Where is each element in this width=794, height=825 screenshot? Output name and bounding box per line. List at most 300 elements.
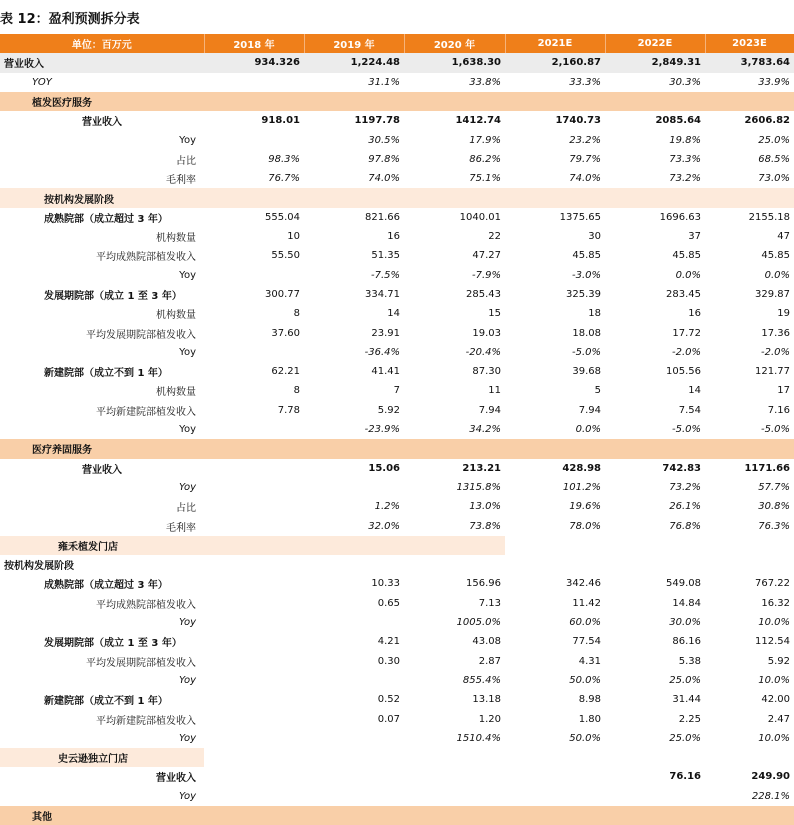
cell-value: 11.42 xyxy=(572,597,601,609)
cell-value: -3.0% xyxy=(571,269,601,281)
cell-value: 549.08 xyxy=(666,578,701,590)
cell-value: 10.0% xyxy=(758,617,790,629)
cell-value xyxy=(705,188,794,207)
cell-value: 17.36 xyxy=(761,327,790,339)
row-label: Yoy xyxy=(178,732,196,744)
cell-value: 14 xyxy=(387,308,400,320)
table-row xyxy=(0,652,794,671)
cell-value: 43.08 xyxy=(472,636,501,648)
cell-value xyxy=(605,536,705,555)
row-label: Yoy xyxy=(179,269,196,281)
cell-value: 19.8% xyxy=(669,134,701,146)
table-row xyxy=(0,420,794,439)
cell-value: 1,224.48 xyxy=(304,53,404,72)
cell-value: 428.98 xyxy=(562,462,601,474)
cell-value xyxy=(705,555,794,574)
cell-value: 329.87 xyxy=(755,289,790,300)
cell-value xyxy=(505,748,605,767)
table-row xyxy=(0,709,794,728)
cell-value: 23.91 xyxy=(371,327,400,339)
table-row xyxy=(0,169,794,188)
cell-value xyxy=(204,690,304,709)
table-row xyxy=(0,787,794,806)
cell-value: 51.35 xyxy=(371,250,400,262)
table-row xyxy=(0,555,794,574)
cell-value: -5.0% xyxy=(571,346,601,358)
cell-value: 18.08 xyxy=(572,327,601,339)
cell-value xyxy=(304,787,404,806)
cell-value: 5.92 xyxy=(767,655,790,667)
cell-value xyxy=(204,516,304,535)
row-label: 平均成熟院部植发收入 xyxy=(96,252,196,264)
section-row xyxy=(0,536,794,555)
cell-value: 17 xyxy=(777,385,790,397)
cell-value: 8 xyxy=(293,308,300,320)
cell-value xyxy=(204,574,304,593)
cell-value: 934.326 xyxy=(204,53,304,72)
cell-value xyxy=(404,188,505,207)
cell-value: 18 xyxy=(588,308,601,320)
cell-value: 76.8% xyxy=(669,520,701,532)
cell-value: 30 xyxy=(588,231,601,243)
cell-value: 1005.0% xyxy=(456,617,501,629)
cell-value xyxy=(304,748,404,767)
header-row xyxy=(0,34,794,53)
cell-value: 15.06 xyxy=(368,462,400,474)
cell-value: 0.65 xyxy=(377,597,400,609)
cell-value: 300.77 xyxy=(265,289,300,300)
row-label: 史云逊独立门店 xyxy=(0,748,204,767)
table-row xyxy=(0,266,794,285)
cell-value xyxy=(505,555,605,574)
cell-value xyxy=(705,92,794,111)
cell-value: 34.2% xyxy=(469,424,501,436)
cell-value: 2,849.31 xyxy=(605,53,705,72)
row-label: 机构数量 xyxy=(156,387,196,399)
cell-value: 60.0% xyxy=(569,617,601,629)
cell-value xyxy=(304,613,404,632)
row-label: 毛利率 xyxy=(166,522,196,534)
cell-value: 16.32 xyxy=(761,597,790,609)
cell-value: 26.1% xyxy=(669,501,701,513)
cell-value: 10.0% xyxy=(758,674,790,686)
cell-value xyxy=(304,439,404,458)
cell-value xyxy=(304,806,404,825)
row-label: Yoy xyxy=(178,481,196,493)
row-label: 成熟院部（成立超过 3 年） xyxy=(44,580,168,592)
cell-value: 75.1% xyxy=(469,173,501,185)
cell-value: 73.0% xyxy=(758,173,790,185)
row-label: 按机构发展阶段 xyxy=(4,561,74,573)
cell-value: 78.0% xyxy=(569,520,601,532)
cell-value: 39.68 xyxy=(572,366,601,378)
cell-value: -36.4% xyxy=(364,346,400,358)
table-row xyxy=(0,594,794,613)
row-label: Yoy xyxy=(179,134,196,146)
cell-value: 7.78 xyxy=(277,404,300,416)
cell-value: 47.27 xyxy=(472,250,501,262)
row-label: 机构数量 xyxy=(156,310,196,322)
cell-value: -20.4% xyxy=(465,346,501,358)
cell-value xyxy=(304,729,404,748)
row-label: 其他 xyxy=(0,806,204,825)
cell-value: 41.41 xyxy=(371,366,400,378)
cell-value xyxy=(204,671,304,690)
cell-value: 1510.4% xyxy=(456,732,501,744)
cell-value xyxy=(605,92,705,111)
cell-value xyxy=(605,806,705,825)
cell-value: 33.8% xyxy=(469,76,501,88)
cell-value: -23.9% xyxy=(364,424,400,436)
cell-value: 14.84 xyxy=(672,597,701,609)
table-row xyxy=(0,343,794,362)
cell-value xyxy=(204,613,304,632)
table-title: 表 12：盈利预测拆分表 xyxy=(0,12,140,27)
forecast-table xyxy=(0,34,794,825)
table-row xyxy=(0,323,794,342)
cell-value xyxy=(204,188,304,207)
cell-value xyxy=(304,188,404,207)
cell-value: -5.0% xyxy=(760,424,790,436)
cell-value: 821.66 xyxy=(365,211,400,223)
cell-value: 30.0% xyxy=(669,617,701,629)
cell-value: 10.0% xyxy=(758,732,790,744)
cell-value: 13.0% xyxy=(469,501,501,513)
cell-value: 42.00 xyxy=(761,694,790,706)
cell-value: 47 xyxy=(777,231,790,243)
cell-value: 30.5% xyxy=(368,134,400,146)
cell-value: 555.04 xyxy=(265,211,300,223)
cell-value xyxy=(204,709,304,728)
cell-value xyxy=(204,536,304,555)
cell-value xyxy=(404,787,505,806)
cell-value: 1171.66 xyxy=(744,462,790,474)
table-row xyxy=(0,73,794,92)
cell-value: 57.7% xyxy=(758,481,790,493)
cell-value: 228.1% xyxy=(751,790,790,802)
cell-value: 19.03 xyxy=(472,327,501,339)
row-label: 平均发展期院部植发收入 xyxy=(86,329,196,341)
table-row xyxy=(0,516,794,535)
table-row xyxy=(0,227,794,246)
cell-value xyxy=(605,748,705,767)
table-row xyxy=(0,130,794,149)
cell-value: 76.7% xyxy=(268,173,300,185)
cell-value: 19 xyxy=(777,308,790,320)
cell-value xyxy=(204,806,304,825)
cell-value xyxy=(404,555,505,574)
cell-value: 1,638.30 xyxy=(404,53,505,72)
cell-value: 283.45 xyxy=(666,289,701,300)
cell-value: -7.5% xyxy=(370,269,400,281)
cell-value xyxy=(204,439,304,458)
cell-value xyxy=(204,73,304,92)
cell-value xyxy=(304,92,404,111)
cell-value xyxy=(204,632,304,651)
cell-value: 121.77 xyxy=(755,366,790,378)
table-row xyxy=(0,53,794,72)
cell-value: 55.50 xyxy=(271,250,300,262)
cell-value: 77.54 xyxy=(572,636,601,648)
cell-value xyxy=(204,459,304,478)
cell-value xyxy=(505,536,605,555)
cell-value: 2.47 xyxy=(767,713,790,725)
row-label: 雍禾植发门店 xyxy=(0,536,204,555)
cell-value: 1375.65 xyxy=(559,211,601,223)
table-row xyxy=(0,574,794,593)
cell-value xyxy=(505,806,605,825)
cell-value: 73.2% xyxy=(669,481,701,493)
cell-value: 86.16 xyxy=(672,636,701,648)
cell-value: 1696.63 xyxy=(659,211,701,223)
cell-value: 50.0% xyxy=(569,674,601,686)
cell-value xyxy=(705,439,794,458)
cell-value: 2155.18 xyxy=(748,211,790,223)
cell-value: 285.43 xyxy=(466,289,501,300)
cell-value: 74.0% xyxy=(368,173,400,185)
cell-value xyxy=(204,130,304,149)
cell-value: 25.0% xyxy=(669,674,701,686)
row-label: 营业收入 xyxy=(0,53,204,72)
cell-value: 50.0% xyxy=(569,732,601,744)
cell-value: 45.85 xyxy=(572,250,601,262)
cell-value: 76.3% xyxy=(758,520,790,532)
cell-value: 7.13 xyxy=(478,597,501,609)
cell-value: 73.8% xyxy=(469,520,501,532)
cell-value: 97.8% xyxy=(368,153,400,165)
cell-value: 73.2% xyxy=(669,173,701,185)
row-label: 毛利率 xyxy=(166,175,196,187)
cell-value xyxy=(404,748,505,767)
cell-value xyxy=(505,767,605,786)
header-unit: 单位：百万元 xyxy=(0,34,204,53)
cell-value xyxy=(505,92,605,111)
table-row xyxy=(0,497,794,516)
cell-value: 1040.01 xyxy=(459,211,501,223)
table-row xyxy=(0,208,794,227)
cell-value: 7.16 xyxy=(767,404,790,416)
row-label: 发展期院部（成立 1 至 3 年） xyxy=(44,638,182,650)
row-label: 平均新建院部植发收入 xyxy=(96,715,196,727)
cell-value: 30.3% xyxy=(669,76,701,88)
table-row xyxy=(0,285,794,304)
cell-value: 45.85 xyxy=(672,250,701,262)
cell-value: 31.44 xyxy=(672,694,701,706)
cell-value: 25.0% xyxy=(758,134,790,146)
cell-value: 213.21 xyxy=(462,462,501,474)
cell-value: 25.0% xyxy=(669,732,701,744)
cell-value xyxy=(204,92,304,111)
table-row xyxy=(0,613,794,632)
cell-value: 0.52 xyxy=(377,694,400,706)
header-year: 2019 年 xyxy=(304,34,404,53)
cell-value xyxy=(505,439,605,458)
cell-value: 4.21 xyxy=(377,636,400,648)
cell-value: 1740.73 xyxy=(555,115,601,127)
cell-value: 68.5% xyxy=(758,153,790,165)
section-row xyxy=(0,806,794,825)
cell-value xyxy=(705,748,794,767)
cell-value: 918.01 xyxy=(261,115,300,127)
cell-value: -2.0% xyxy=(760,346,790,358)
table-row xyxy=(0,304,794,323)
table-row xyxy=(0,401,794,420)
cell-value: 2606.82 xyxy=(744,115,790,127)
cell-value: 325.39 xyxy=(566,289,601,300)
cell-value xyxy=(404,806,505,825)
header-year: 2023E xyxy=(705,34,794,53)
cell-value xyxy=(505,188,605,207)
table-row xyxy=(0,111,794,130)
cell-value xyxy=(404,767,505,786)
table-row xyxy=(0,671,794,690)
cell-value xyxy=(404,92,505,111)
cell-value xyxy=(304,536,404,555)
cell-value xyxy=(705,806,794,825)
cell-value xyxy=(605,555,705,574)
cell-value: 17.72 xyxy=(672,327,701,339)
cell-value xyxy=(605,188,705,207)
header-year: 2022E xyxy=(605,34,705,53)
cell-value: 16 xyxy=(387,231,400,243)
cell-value xyxy=(204,266,304,285)
cell-value: 30.8% xyxy=(758,501,790,513)
cell-value xyxy=(404,439,505,458)
cell-value: 7.94 xyxy=(578,404,601,416)
cell-value: 101.2% xyxy=(562,481,601,493)
cell-value: 16 xyxy=(688,308,701,320)
cell-value: 1.80 xyxy=(578,713,601,725)
cell-value xyxy=(204,478,304,497)
cell-value xyxy=(204,497,304,516)
cell-value: 342.46 xyxy=(566,578,601,590)
table-row xyxy=(0,690,794,709)
cell-value: 87.30 xyxy=(472,366,501,378)
cell-value: 7.54 xyxy=(678,404,701,416)
cell-value: 0.0% xyxy=(764,269,790,281)
row-label: Yoy xyxy=(179,424,196,436)
cell-value: 76.16 xyxy=(669,771,701,783)
cell-value xyxy=(204,729,304,748)
section-row xyxy=(0,92,794,111)
cell-value xyxy=(204,748,304,767)
cell-value: 2085.64 xyxy=(655,115,701,127)
cell-value: -2.0% xyxy=(671,346,701,358)
cell-value: 8 xyxy=(293,385,300,397)
cell-value: 86.2% xyxy=(469,153,501,165)
table-row xyxy=(0,729,794,748)
cell-value: 37 xyxy=(688,231,701,243)
table-row xyxy=(0,478,794,497)
table-row xyxy=(0,767,794,786)
cell-value xyxy=(404,536,505,555)
header-year: 2018 年 xyxy=(204,34,304,53)
cell-value: 1412.74 xyxy=(455,115,501,127)
cell-value: 1.20 xyxy=(478,713,501,725)
row-label: 机构数量 xyxy=(156,233,196,245)
cell-value: 249.90 xyxy=(751,771,790,783)
row-label: 营业收入 xyxy=(82,117,122,129)
cell-value: 855.4% xyxy=(462,674,501,686)
cell-value: 13.18 xyxy=(472,694,501,706)
cell-value xyxy=(304,478,404,497)
row-label: Yoy xyxy=(178,674,196,686)
section-row xyxy=(0,188,794,207)
table-row xyxy=(0,150,794,169)
cell-value: 1197.78 xyxy=(354,115,400,127)
table-row xyxy=(0,459,794,478)
section-row xyxy=(0,439,794,458)
cell-value: -7.9% xyxy=(471,269,501,281)
row-label: Yoy xyxy=(178,790,196,802)
row-label: 平均新建院部植发收入 xyxy=(96,406,196,418)
cell-value: 74.0% xyxy=(569,173,601,185)
cell-value xyxy=(304,555,404,574)
row-label: 发展期院部（成立 1 至 3 年） xyxy=(44,291,182,302)
cell-value: 10.33 xyxy=(371,578,400,590)
cell-value: 4.31 xyxy=(578,655,601,667)
cell-value: 112.54 xyxy=(755,636,790,648)
cell-value: 1.2% xyxy=(374,501,400,513)
cell-value xyxy=(705,536,794,555)
row-label: 新建院部（成立不到 1 年） xyxy=(44,368,168,380)
cell-value: 31.1% xyxy=(368,76,400,88)
cell-value: 2.25 xyxy=(678,713,701,725)
row-label: 新建院部（成立不到 1 年） xyxy=(44,696,168,708)
table-row xyxy=(0,632,794,651)
row-label: 植发医疗服务 xyxy=(0,92,204,111)
cell-value xyxy=(304,767,404,786)
cell-value xyxy=(204,787,304,806)
cell-value: 45.85 xyxy=(761,250,790,262)
cell-value: 33.3% xyxy=(569,76,601,88)
cell-value: -5.0% xyxy=(671,424,701,436)
cell-value xyxy=(505,787,605,806)
cell-value: 334.71 xyxy=(365,289,400,300)
cell-value: 5.38 xyxy=(678,655,701,667)
cell-value xyxy=(304,671,404,690)
cell-value: 0.30 xyxy=(377,655,400,667)
cell-value xyxy=(204,594,304,613)
cell-value: 17.9% xyxy=(469,134,501,146)
cell-value: 37.60 xyxy=(271,327,300,339)
row-label: 按机构发展阶段 xyxy=(0,188,204,207)
row-label: 营业收入 xyxy=(156,773,196,785)
cell-value xyxy=(204,652,304,671)
cell-value: 2.87 xyxy=(478,655,501,667)
row-label: 占比 xyxy=(176,503,196,515)
cell-value: 105.56 xyxy=(666,366,701,378)
cell-value: 767.22 xyxy=(755,578,790,590)
row-label: Yoy xyxy=(178,617,196,629)
section-row xyxy=(0,748,794,767)
cell-value: 2,160.87 xyxy=(505,53,605,72)
cell-value: 7.94 xyxy=(478,404,501,416)
cell-value: 3,783.64 xyxy=(705,53,794,72)
cell-value xyxy=(605,787,705,806)
cell-value: 0.0% xyxy=(675,269,701,281)
row-label: 平均成熟院部植发收入 xyxy=(96,599,196,611)
table-row xyxy=(0,246,794,265)
cell-value: 5 xyxy=(594,385,601,397)
row-label: 营业收入 xyxy=(82,464,122,476)
cell-value: 73.3% xyxy=(669,153,701,165)
header-year: 2020 年 xyxy=(404,34,505,53)
cell-value: 23.2% xyxy=(569,134,601,146)
cell-value: 62.21 xyxy=(271,366,300,378)
cell-value: 0.0% xyxy=(575,424,601,436)
cell-value: 0.07 xyxy=(377,713,400,725)
